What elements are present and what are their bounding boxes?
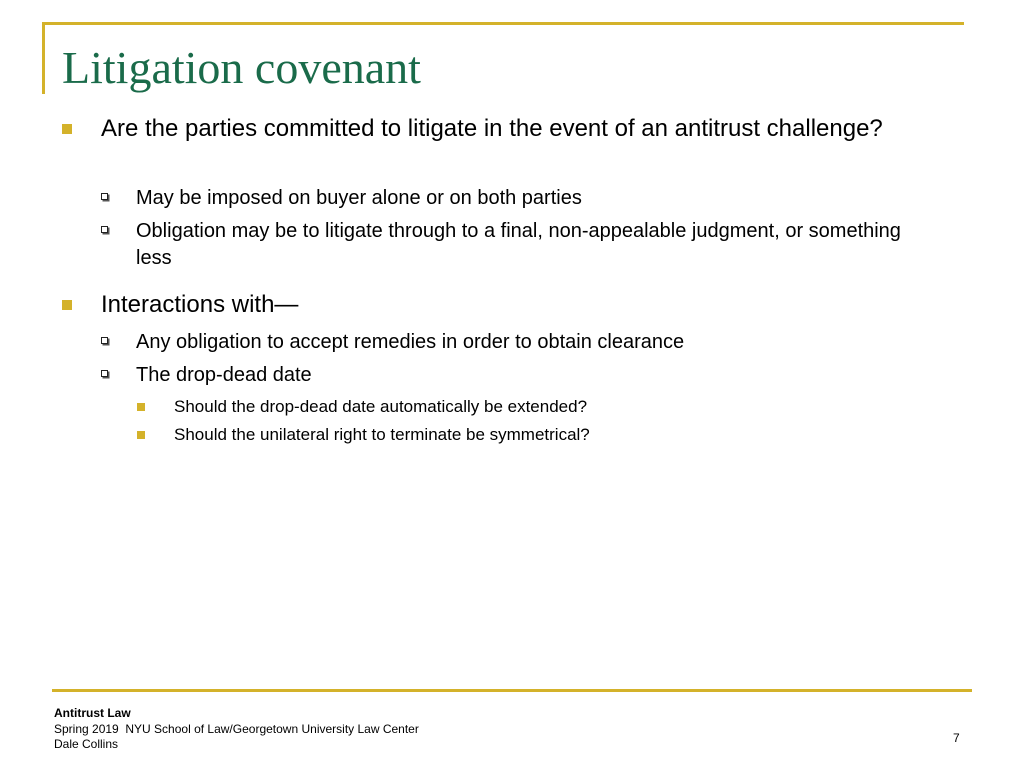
bullet-item xyxy=(62,289,922,321)
sub-bullet-item xyxy=(101,185,921,212)
sub-bullet-text: Obligation may be to litigate through to a final, non-appealable judgment, or something less xyxy=(136,220,901,269)
hollow-square-bullet-icon xyxy=(101,193,108,200)
title-frame-left-rule xyxy=(42,22,45,94)
footer-course-title: Antitrust Law xyxy=(54,706,131,720)
sub-bullet-item xyxy=(101,362,921,389)
sub-bullet-item xyxy=(101,218,921,272)
small-gold-square-bullet-icon xyxy=(137,403,145,411)
footer-rule xyxy=(52,689,972,692)
bullet-text: Interactions with— xyxy=(101,291,299,318)
bullet-item xyxy=(62,113,922,145)
sub-sub-bullet-item xyxy=(137,396,917,418)
gold-square-bullet-icon xyxy=(62,124,72,134)
hollow-square-bullet-icon xyxy=(101,226,108,233)
small-gold-square-bullet-icon xyxy=(137,431,145,439)
footer-author: Dale Collins xyxy=(54,737,119,751)
sub-sub-bullet-item xyxy=(137,424,917,446)
sub-bullet-text: May be imposed on buyer alone or on both parties xyxy=(136,187,582,209)
slide-number: 7 xyxy=(953,731,960,745)
sub-sub-bullet-text: Should the unilateral right to terminate be symmetrical? xyxy=(174,425,590,444)
sub-bullet-text: The drop-dead date xyxy=(136,364,312,386)
title-frame-top-rule xyxy=(42,22,964,25)
sub-bullet-item xyxy=(101,329,921,356)
sub-sub-bullet-text: Should the drop-dead date automatically be extended? xyxy=(174,397,588,416)
slide-title: Litigation covenant xyxy=(62,42,421,93)
footer-term-school: Spring 2019 NYU School of Law/Georgetown University Law Center xyxy=(54,722,419,736)
gold-square-bullet-icon xyxy=(62,300,72,310)
hollow-square-bullet-icon xyxy=(101,370,108,377)
sub-bullet-text: Any obligation to accept remedies in order to obtain clearance xyxy=(136,331,685,353)
hollow-square-bullet-icon xyxy=(101,337,108,344)
bullet-text: Are the parties committed to litigate in the event of an antitrust challenge? xyxy=(101,115,883,142)
